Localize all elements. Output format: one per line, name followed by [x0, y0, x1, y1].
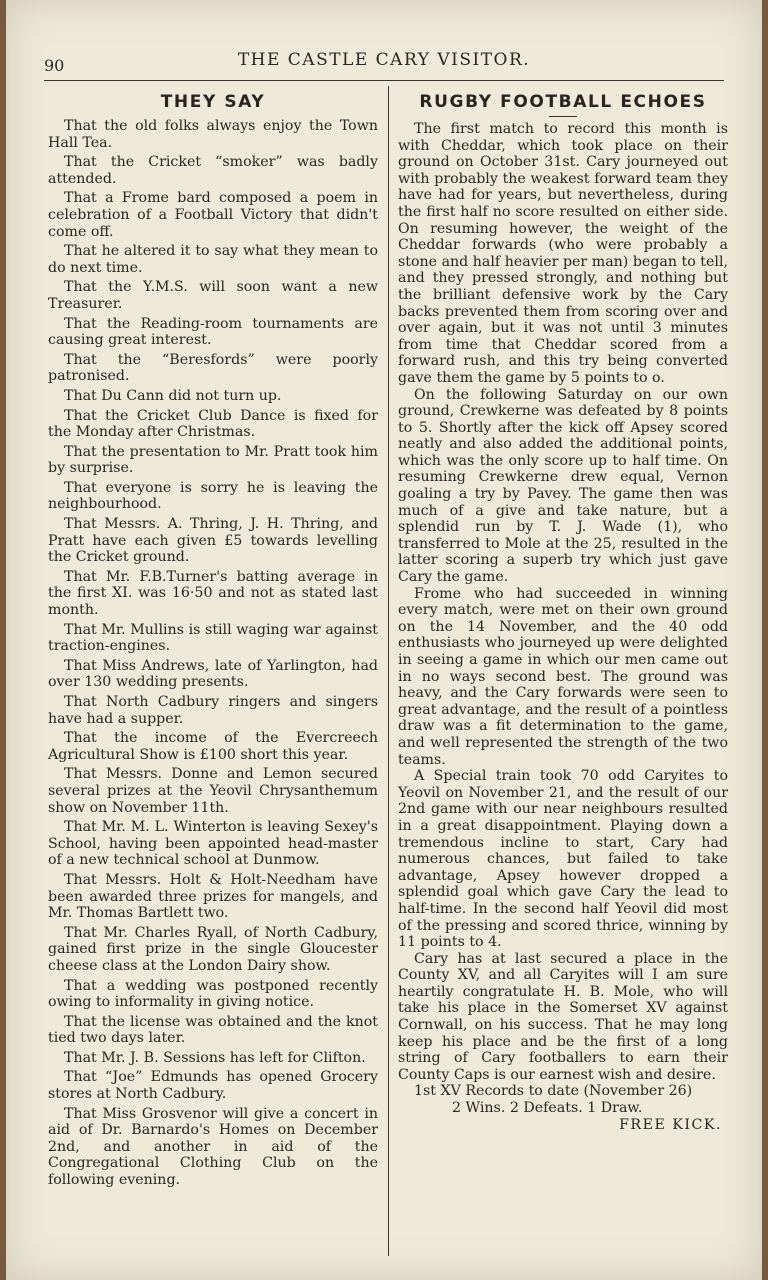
they-say-item: That a Frome bard composed a poem in celebration of a Football Victory that didn't come off.: [48, 190, 378, 240]
they-say-item: That the old folks always enjoy the Town Hall Tea.: [48, 118, 378, 151]
they-say-list: [48, 118, 378, 1189]
records-stats: 2 Wins. 2 Defeats. 1 Draw.: [452, 1100, 643, 1117]
column-divider: [388, 86, 389, 1256]
they-say-item: That North Cadbury ringers and singers have had a supper.: [48, 694, 378, 727]
they-say-item: That a wedding was postponed recently owing to informality in giving notice.: [48, 977, 378, 1011]
rugby-paragraph: On the following Saturday on our own ground, Crewkerne was defeated by 8 points to 5. Shortly after the kick off Apsey scored neatly and also added the additional points, which was the only score up to half time. On resuming Crewkerne drew equal, Vernon goaling a try by Pavey. The game then was much of a give and take nature, but a splendid run by T. J. Wade (1), who transferred to Mole at the 25, resulted in the latter scoring a superb try which just gave Cary the game.: [398, 386, 728, 586]
rugby-paragraph: A Special train took 70 odd Caryites to Yeovil on November 21, and the result of our 2nd game with our near neighbours resulted in a great disappointment. Playing down a tremendous incline to start, Cary had numerous chances, but failed to take advantage, Apsey however dropped a splendid goal which gave Cary the lead to half-time. In the second half Yeovil did most of the pressing and scored thrice, winning by 11 points to 4.: [398, 768, 728, 951]
they-say-item: That the presentation to Mr. Pratt took him by surprise.: [48, 443, 378, 477]
running-title: THE CASTLE CARY VISITOR.: [237, 50, 531, 70]
they-say-item: That “Joe” Edmunds has opened Grocery stores at North Cadbury.: [48, 1069, 378, 1103]
they-say-item: That Messrs. Holt & Holt-Needham have been awarded three prizes for mangels, and Mr. Thomas Bartlett two.: [48, 871, 378, 922]
they-say-heading: THEY SAY: [160, 92, 266, 112]
they-say-item: That Miss Grosvenor will give a concert in aid of Dr. Barnardo's Homes on December 2nd, and another in aid of the Congregational Clothing Club on the following evening.: [48, 1105, 378, 1189]
rugby-paragraph: Cary has at last secured a place in the County XV, and all Caryites will I am sure heartily congratulate H. B. Mole, who will take his place in the Somerset XV against Cornwall, on his success. That he may long keep his place and be the first of a long string of Cary footballers to earn their County Caps is our earnest wish and desire.: [398, 950, 728, 1083]
page-number: 90: [44, 56, 65, 75]
heading-underline: [549, 116, 577, 117]
they-say-item: That Du Cann did not turn up.: [64, 387, 282, 404]
they-say-item: That everyone is sorry he is leaving the neighbourhood.: [48, 479, 378, 513]
rugby-echoes-column: [398, 92, 728, 1133]
they-say-item: That Miss Andrews, late of Yarlington, had over 130 wedding presents.: [48, 657, 378, 691]
they-say-item: That the “Beresfords” were poorly patronised.: [48, 351, 378, 385]
they-say-column: [48, 92, 378, 1192]
they-say-item: That Mr. Mullins is still waging war against traction-engines.: [48, 621, 378, 655]
author-signature: FREE KICK.: [619, 1116, 722, 1133]
they-say-item: That the Cricket “smoker” was badly attended.: [48, 154, 378, 187]
they-say-item: That the Cricket Club Dance is fixed for the Monday after Christmas.: [48, 407, 378, 441]
header-rule: [44, 80, 724, 81]
they-say-item: That the income of the Evercreech Agricultural Show is £100 short this year.: [48, 730, 378, 763]
document-page: [6, 0, 762, 1280]
they-say-item: That he altered it to say what they mean to do next time.: [48, 243, 378, 276]
they-say-item: That Messrs. A. Thring, J. H. Thring, and Pratt have each given £5 towards levelling the Cricket ground.: [48, 516, 378, 566]
they-say-item: That the license was obtained and the knot tied two days later.: [48, 1013, 378, 1047]
rugby-echoes-text: [398, 121, 728, 1083]
rugby-paragraph: Frome who had succeeded in winning every match, were met on their own ground on the 14 November, and the 40 odd enthusiasts who journeyed up were delighted in seeing a game in which our men came out in no ways second best. The ground was heavy, and the Cary forwards were seen to great advantage, and the result of a pointless draw was a fit determination to the game, and well represented the strength of the two teams.: [398, 585, 728, 768]
page-header: [6, 48, 762, 78]
they-say-item: That Mr. J. B. Sessions has left for Clifton.: [64, 1049, 366, 1066]
records-line: 1st XV Records to date (November 26): [414, 1083, 693, 1100]
they-say-item: That the Reading-room tournaments are causing great interest.: [48, 315, 378, 349]
they-say-item: That Messrs. Donne and Lemon secured several prizes at the Yeovil Chrysanthemum show on November 11th.: [48, 766, 378, 816]
they-say-item: That Mr. M. L. Winterton is leaving Sexey's School, having been appointed head-master of a new technical school at Dunmow.: [48, 819, 378, 869]
they-say-item: That Mr. Charles Ryall, of North Cadbury, gained first prize in the single Gloucester cheese class at the London Dairy show.: [48, 924, 378, 974]
rugby-echoes-heading: RUGBY FOOTBALL ECHOES: [419, 92, 707, 112]
rugby-paragraph: The first match to record this month is with Cheddar, which took place on their ground on October 31st. Cary journeyed out with probably the weakest forward team they have had for years, but nevertheless, during the first half no score resulted on either side. On resuming however, the weight of the Cheddar forwards (who were probably a stone and half heavier per man) began to tell, and they pressed strongly, and nothing but the brilliant defensive work by the Cary backs prevented them from scoring over and over again, but it was not until 3 minutes from time that Cheddar scored from a forward rush, and this try being converted gave them the game by 5 points to o.: [398, 121, 728, 386]
they-say-item: That the Y.M.S. will soon want a new Treasurer.: [48, 279, 378, 312]
they-say-item: That Mr. F.B.Turner's batting average in the first XI. was 16·50 and not as stated last month.: [48, 568, 378, 619]
